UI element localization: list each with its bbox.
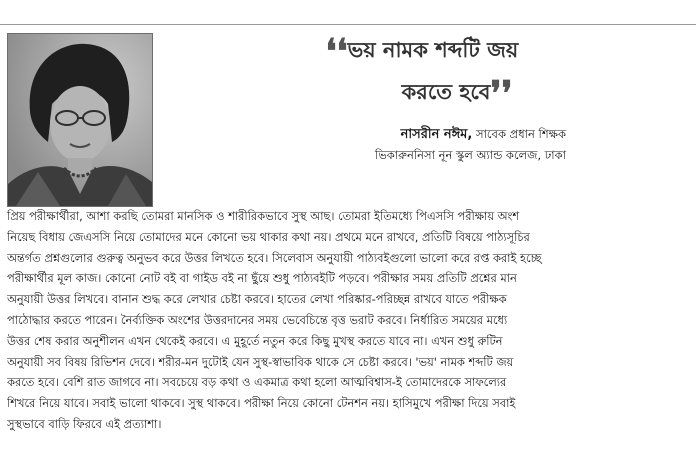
author-name: নাসরীন নঈম, [400,127,473,142]
body-line: অনুযায়ী উত্তর লিখবে। বানান শুদ্ধ করে লেখার চেষ্টা করবে। হাতের লেখা পরিষ্কার-পরিচ্ছন্ন রাখবে যাতে পরীক্ষক [7,292,507,307]
headline-line-1 [262,30,582,72]
headline-text-1: ভয় নামক শব্দটি জয় [347,37,519,62]
author-byline [246,124,566,166]
headline [262,30,582,114]
body-line: পরীক্ষার্থীর মূল কাজ। কোনো নোট বই বা গাইড বই না ছুঁয়ে শুধু পাঠ্যবইটি পড়বে। পরীক্ষার সময় প্রতিটি প্রশ্নের মান [7,271,517,286]
close-quote-icon: ❜❜ [490,74,513,114]
author-role: সাবেক প্রধান শিক্ষক [476,127,566,141]
body-line: শিখরে নিয়ে যাবে। সবাই ভালো থাকবে। সুস্থ থাকবে। পরীক্ষা নিয়ে কোনো টেনশন নয়। হাসিমুখে পরীক্ষা দিয়ে সবাই [7,396,516,411]
body-line: করতে হবে। বেশি রাত জাগবে না। সবচেয়ে বড় কথা ও একমাত্র কথা হলো আত্মবিশ্বাস-ই তোমাদেরকে সাফল্যের [7,375,507,390]
body-line: পাঠোদ্ধার করতে পারেন। নৈর্ব্যক্তিক অংশের উত্তরদানের সময় ভেবেচিন্তে বৃত্ত ভরাট করবে। নির্ধারিত সময়ের মধ্যে [7,312,508,327]
body-line: অন্তর্গত প্রশ্নগুলোর গুরুত্ব অনুভব করে উত্তর লিখতে হবে। সিলেবাস অনুযায়ী পাঠ্যবইগুলো ভালো করে রপ্ত করাই হচ্ছে [7,250,542,265]
author-institution: ভিকারুননিসা নূন স্কুল অ্যান্ড কলেজ, ঢাকা [374,148,566,162]
author-photo [7,33,153,207]
body-line: সুস্থভাবে বাড়ি ফিরবে এই প্রত্যাশা। [7,416,162,431]
headline-text-2: করতে হবে [401,79,491,104]
article-body [7,206,690,435]
body-line: অনুযায়ী সব বিষয় রিভিশন দেবে। শরীর-মন দুটোই যেন সুস্থ-স্বাভাবিক থাকে সে চেষ্টা করবে। 'ভয়' নামক শব্দটি জয় [7,354,514,369]
body-line: উত্তর শেষ করার অনুশীলন এখন থেকেই করবে। এ মুহূর্তে নতুন করে কিছু মুখস্থ করতে যাবে না। এখন শুধু রুটিন [7,333,503,348]
body-line: নিয়েছ বিধায় জেএসসি নিয়ে তোমাদের মনে কোনো ভয় থাকার কথা নয়। প্রথমে মনে রাখবে, প্রতিটি বিষয়ে পাঠ্যসূচির [7,229,530,244]
headline-line-2 [262,72,582,114]
author-line-1 [246,124,566,145]
open-quote-icon: ❛❛ [325,32,348,72]
top-divider [0,24,696,25]
body-line: প্রিয় পরীক্ষার্থীরা, আশা করছি তোমরা মানসিক ও শারীরিকভাবে সুস্থ আছ। তোমরা ইতিমধ্যে পিএসসি পরীক্ষায় অংশ [7,209,520,223]
